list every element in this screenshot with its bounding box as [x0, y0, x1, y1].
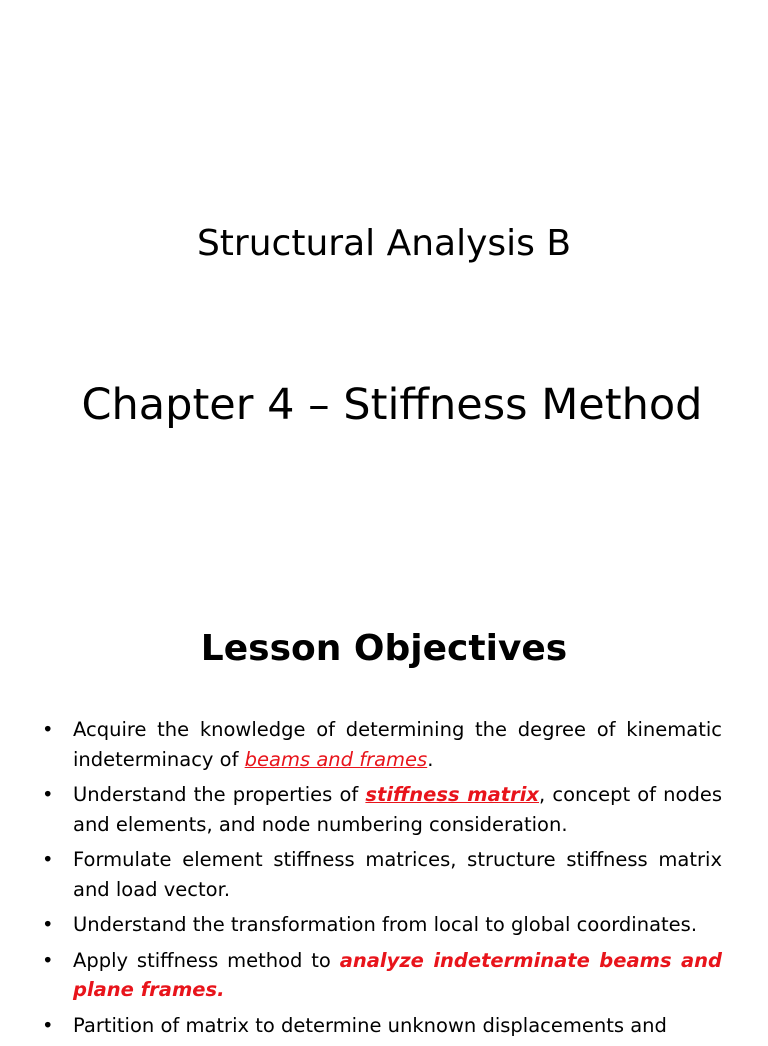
objective-text: . — [427, 747, 434, 771]
objective-text: Formulate element stiffness matrices, structure stiffness matrix and load vector. — [73, 848, 722, 901]
bullet-icon: • — [42, 718, 54, 741]
objective-highlight: beams and frames — [244, 747, 428, 771]
bullet-icon: • — [42, 1013, 54, 1037]
chapter-title: Chapter 4 – Stiffness Method — [81, 380, 703, 430]
objective-item — [42, 910, 722, 940]
objective-text: Apply stiffness method to — [73, 948, 340, 972]
bullet-icon: • — [42, 783, 54, 806]
section-title: Lesson Objectives — [200, 628, 568, 669]
objective-item — [42, 946, 722, 1005]
objective-highlight: stiffness matrix — [365, 783, 539, 806]
course-title: Structural Analysis B — [196, 223, 572, 264]
bullet-icon: • — [42, 913, 54, 936]
objectives-list — [42, 715, 722, 1046]
objective-item — [42, 780, 722, 839]
objective-highlight: analyze indeterminate beams and plane frames. — [73, 948, 723, 1001]
objective-item — [42, 715, 722, 774]
objective-item — [42, 1011, 722, 1041]
objective-text: Understand the transformation from local to global coordinates. — [73, 913, 698, 936]
objective-item — [42, 845, 722, 904]
objective-text: Partition of matrix to determine unknown displacements and — [73, 1013, 667, 1037]
bullet-icon: • — [42, 848, 54, 871]
bullet-icon: • — [42, 948, 54, 972]
objective-text: , concept of nodes and elements, and node numbering consideration. — [73, 783, 723, 836]
objective-text: Understand the properties of — [73, 783, 366, 806]
objective-text: Acquire the knowledge of determining the degree of kinematic indeterminacy of — [73, 718, 722, 771]
